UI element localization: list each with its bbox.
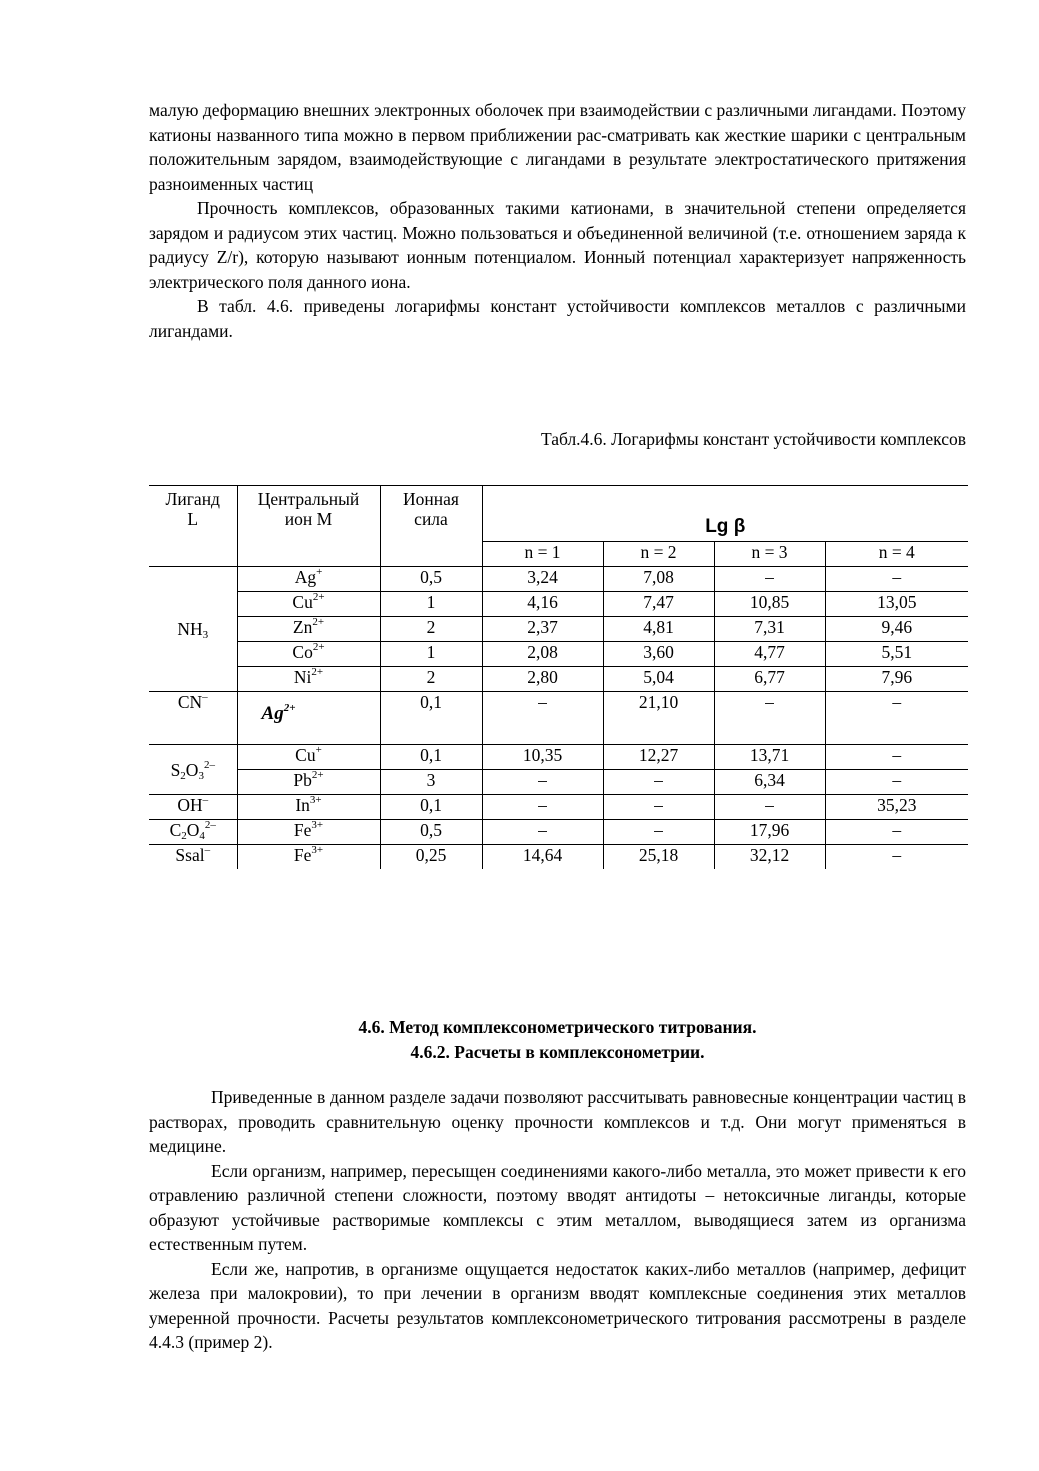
stability-constants-table <box>149 485 968 869</box>
ion-charge: 2+ <box>283 702 296 714</box>
ligand-oh-sup: – <box>202 794 209 806</box>
header-n1: n = 1 <box>482 542 603 567</box>
header-ligand-symbol: L <box>187 509 199 529</box>
ion-symbol: Fe <box>293 845 312 865</box>
lgb-n3: 7,31 <box>714 617 825 642</box>
ionic-strength: 3 <box>380 770 482 795</box>
table-row <box>149 820 968 845</box>
lgb-n3: 17,96 <box>714 820 825 845</box>
ligand-oh-base: OH <box>177 795 203 815</box>
central-ion <box>237 592 380 617</box>
intro-paragraph-3: В табл. 4.6. приведены логарифмы констант устойчивости комплексов металлов с различными лигандами. <box>149 296 966 341</box>
lgb-n4: – <box>825 820 968 845</box>
ligand-s2o3-sup: 2– <box>203 758 215 771</box>
section-heading-sub: 4.6.2. Расчеты в комплексонометрии. <box>410 1042 705 1062</box>
table-row <box>149 567 968 592</box>
header-central-ion-label: Центральный <box>257 489 360 509</box>
intro-paragraph-2: Прочность комплексов, образованных такими катионами, в значительной степени определяется зарядом и радиусом этих частиц. Можно пользоваться и объединенной величиной (т.е. отношением заряда к радиусу Z/r), которую называют ионным потенциалом. Ионный потенциал характеризует напряженность электрического поля данного иона. <box>149 198 966 292</box>
ion-charge: + <box>316 566 323 578</box>
ion-symbol: Pb <box>293 770 312 790</box>
ion-symbol: Co <box>292 642 313 662</box>
header-row <box>149 486 968 542</box>
ionic-strength: 1 <box>380 642 482 667</box>
lgb-n3: 13,71 <box>714 745 825 770</box>
lgb-n3: 32,12 <box>714 845 825 870</box>
central-ion <box>237 567 380 592</box>
lgb-n2: 3,60 <box>603 642 714 667</box>
lgb-n4: – <box>825 770 968 795</box>
section-paragraph-2: Если организм, например, пересыщен соединениями какого-либо металла, это может привести к его отравлению различной степени сложности, поэтому вводят антидоты – нетоксичные лиганды, которые образуют устойчивые растворимые комплексы с этим металлом, выводящиеся затем из организма естественным путем. <box>149 1160 966 1254</box>
lgb-n3: 10,85 <box>714 592 825 617</box>
table-row <box>149 642 968 667</box>
header-central-ion <box>237 486 380 567</box>
lgb-n3: 6,77 <box>714 667 825 692</box>
ionic-strength: 0,5 <box>380 820 482 845</box>
header-n2: n = 2 <box>603 542 714 567</box>
table-row <box>149 617 968 642</box>
lgb-n1: 2,37 <box>482 617 603 642</box>
ligand-s2o3-s: S <box>170 759 181 780</box>
ligand-nh3-base: NH <box>177 619 203 639</box>
ion-charge: 2+ <box>312 616 325 628</box>
ionic-strength: 1 <box>380 592 482 617</box>
central-ion <box>237 692 380 745</box>
ligand-s2o3-sub2: 2 <box>180 769 186 782</box>
section-text <box>149 1085 966 1355</box>
lgb-n2: 21,10 <box>603 692 714 745</box>
table-row <box>149 770 968 795</box>
lgb-n1: 2,80 <box>482 667 603 692</box>
header-n4: n = 4 <box>825 542 968 567</box>
ligand-cn-sup: – <box>202 691 208 703</box>
ligand-ssal-base: Ssal <box>175 845 205 865</box>
section-heading <box>149 1015 966 1065</box>
ligand-c2o4-sub4: 4 <box>199 830 205 842</box>
central-ion <box>237 795 380 820</box>
lgb-n2: 7,08 <box>603 567 714 592</box>
lgb-n4: 35,23 <box>825 795 968 820</box>
header-central-ion-symbol: ион М <box>284 509 333 529</box>
ligand-c2o4-o: O <box>186 820 200 840</box>
ligand-oh <box>149 795 237 820</box>
ag2-label <box>262 704 296 724</box>
section-heading-main: 4.6. Метод комплексонометрического титрования. <box>358 1017 757 1037</box>
ion-symbol: Ag <box>261 703 284 724</box>
ion-symbol: Cu <box>292 592 313 612</box>
lgb-n1: – <box>482 770 603 795</box>
ion-charge: + <box>315 744 322 756</box>
lgb-n1: 4,16 <box>482 592 603 617</box>
lgb-n1: 14,64 <box>482 845 603 870</box>
central-ion <box>237 642 380 667</box>
ion-charge: 2+ <box>312 591 325 603</box>
lgb-n4: 5,51 <box>825 642 968 667</box>
ligand-s2o3-sub3: 3 <box>198 769 204 782</box>
central-ion <box>237 617 380 642</box>
ionic-strength: 0,5 <box>380 567 482 592</box>
ligand-cn-base: CN <box>177 692 203 712</box>
table-row <box>149 592 968 617</box>
lgb-n1: 10,35 <box>482 745 603 770</box>
lgb-n1: 2,08 <box>482 642 603 667</box>
lgb-n3: – <box>714 567 825 592</box>
header-n3: n = 3 <box>714 542 825 567</box>
table-row <box>149 745 968 770</box>
lgb-n4: – <box>825 845 968 870</box>
lgb-n2: – <box>603 770 714 795</box>
ligand-s2o3 <box>149 745 237 795</box>
ionic-strength: 0,1 <box>380 795 482 820</box>
lgb-n1: 3,24 <box>482 567 603 592</box>
table-caption: Табл.4.6. Логарифмы констант устойчивости комплексов <box>540 429 966 449</box>
ion-symbol: Fe <box>293 820 312 840</box>
ion-symbol: Ni <box>293 667 312 687</box>
lgb-n1: – <box>482 692 603 745</box>
table-row <box>149 667 968 692</box>
header-ligand-label: Лиганд <box>165 489 220 509</box>
lgb-n4: – <box>825 745 968 770</box>
lgb-n2: 7,47 <box>603 592 714 617</box>
lgb-n3: – <box>714 795 825 820</box>
lgb-n3: – <box>714 692 825 745</box>
ion-symbol: Ag <box>294 567 317 587</box>
lgb-n2: – <box>603 820 714 845</box>
central-ion <box>237 770 380 795</box>
ion-charge: 2+ <box>312 641 325 653</box>
ionic-strength: 0,1 <box>380 692 482 745</box>
lgb-n3: 4,77 <box>714 642 825 667</box>
table-row <box>149 795 968 820</box>
ion-charge: 2+ <box>311 769 324 781</box>
ion-symbol: Cu <box>295 745 316 765</box>
lgb-n4: 9,46 <box>825 617 968 642</box>
header-ionic-strength-line2: сила <box>414 509 448 529</box>
ligand-c2o4 <box>149 820 237 845</box>
lgb-n2: 4,81 <box>603 617 714 642</box>
lgb-n4: – <box>825 692 968 745</box>
intro-paragraph-1: малую деформацию внешних электронных оболочек при взаимодействии с различными лигандами. Поэтому катионы названного типа можно в первом приближении рас-сматривать как жесткие шарики с центральным положительным зарядом, взаимодействующие с лигандами в результате электростатического притяжения разноименных частиц <box>149 100 966 194</box>
central-ion <box>237 745 380 770</box>
ion-charge: 3+ <box>309 794 322 806</box>
ligand-c2o4-sub2: 2 <box>181 830 187 842</box>
central-ion <box>237 820 380 845</box>
lgb-n2: – <box>603 795 714 820</box>
lgb-n2: 12,27 <box>603 745 714 770</box>
ion-symbol: In <box>295 795 310 815</box>
ion-charge: 2+ <box>311 666 324 678</box>
ligand-s2o3-o: O <box>185 759 199 780</box>
header-ionic-strength <box>380 486 482 567</box>
lgb-n3: 6,34 <box>714 770 825 795</box>
ionic-strength: 0,25 <box>380 845 482 870</box>
lgb-n1: – <box>482 820 603 845</box>
intro-text <box>149 98 966 343</box>
section-paragraph-3: Если же, напротив, в организме ощущается недостаток каких-либо металлов (например, дефицит железа при малокровии), то при лечении в организм вводят комплексные соединения этих металлов умеренной прочности. Расчеты результатов комплексонометрического титрования рассмотрены в разделе 4.4.3 (пример 2). <box>149 1258 966 1352</box>
ion-symbol: Zn <box>292 617 313 637</box>
lgb-n4: 7,96 <box>825 667 968 692</box>
lgb-n4: 13,05 <box>825 592 968 617</box>
lgb-n4: – <box>825 567 968 592</box>
ligand-c2o4-c: C <box>169 820 182 840</box>
header-ionic-strength-line1: Ионная <box>403 489 459 509</box>
header-ligand <box>149 486 237 567</box>
ionic-strength: 2 <box>380 667 482 692</box>
ionic-strength: 2 <box>380 617 482 642</box>
ion-charge: 3+ <box>311 819 324 831</box>
lgb-n2: 25,18 <box>603 845 714 870</box>
table-row <box>149 692 968 745</box>
ligand-ssal-sup: – <box>204 844 211 856</box>
central-ion <box>237 845 380 870</box>
table-row <box>149 845 968 870</box>
central-ion <box>237 667 380 692</box>
header-lg-beta: Lg β <box>482 486 968 542</box>
ligand-nh3-sub: 3 <box>202 629 209 641</box>
ligand-cn <box>149 692 237 745</box>
ligand-nh3 <box>149 567 237 692</box>
ligand-c2o4-sup: 2– <box>204 819 216 831</box>
lgb-n1: – <box>482 795 603 820</box>
ligand-ssal <box>149 845 237 870</box>
lgb-n2: 5,04 <box>603 667 714 692</box>
ionic-strength: 0,1 <box>380 745 482 770</box>
ion-charge: 3+ <box>311 844 324 856</box>
section-paragraph-1: Приведенные в данном разделе задачи позволяют рассчитывать равновесные концентрации частиц в растворах, проводить сравнительную оценку прочности комплексов и т.д. Они могут применяться в медицине. <box>149 1087 966 1156</box>
